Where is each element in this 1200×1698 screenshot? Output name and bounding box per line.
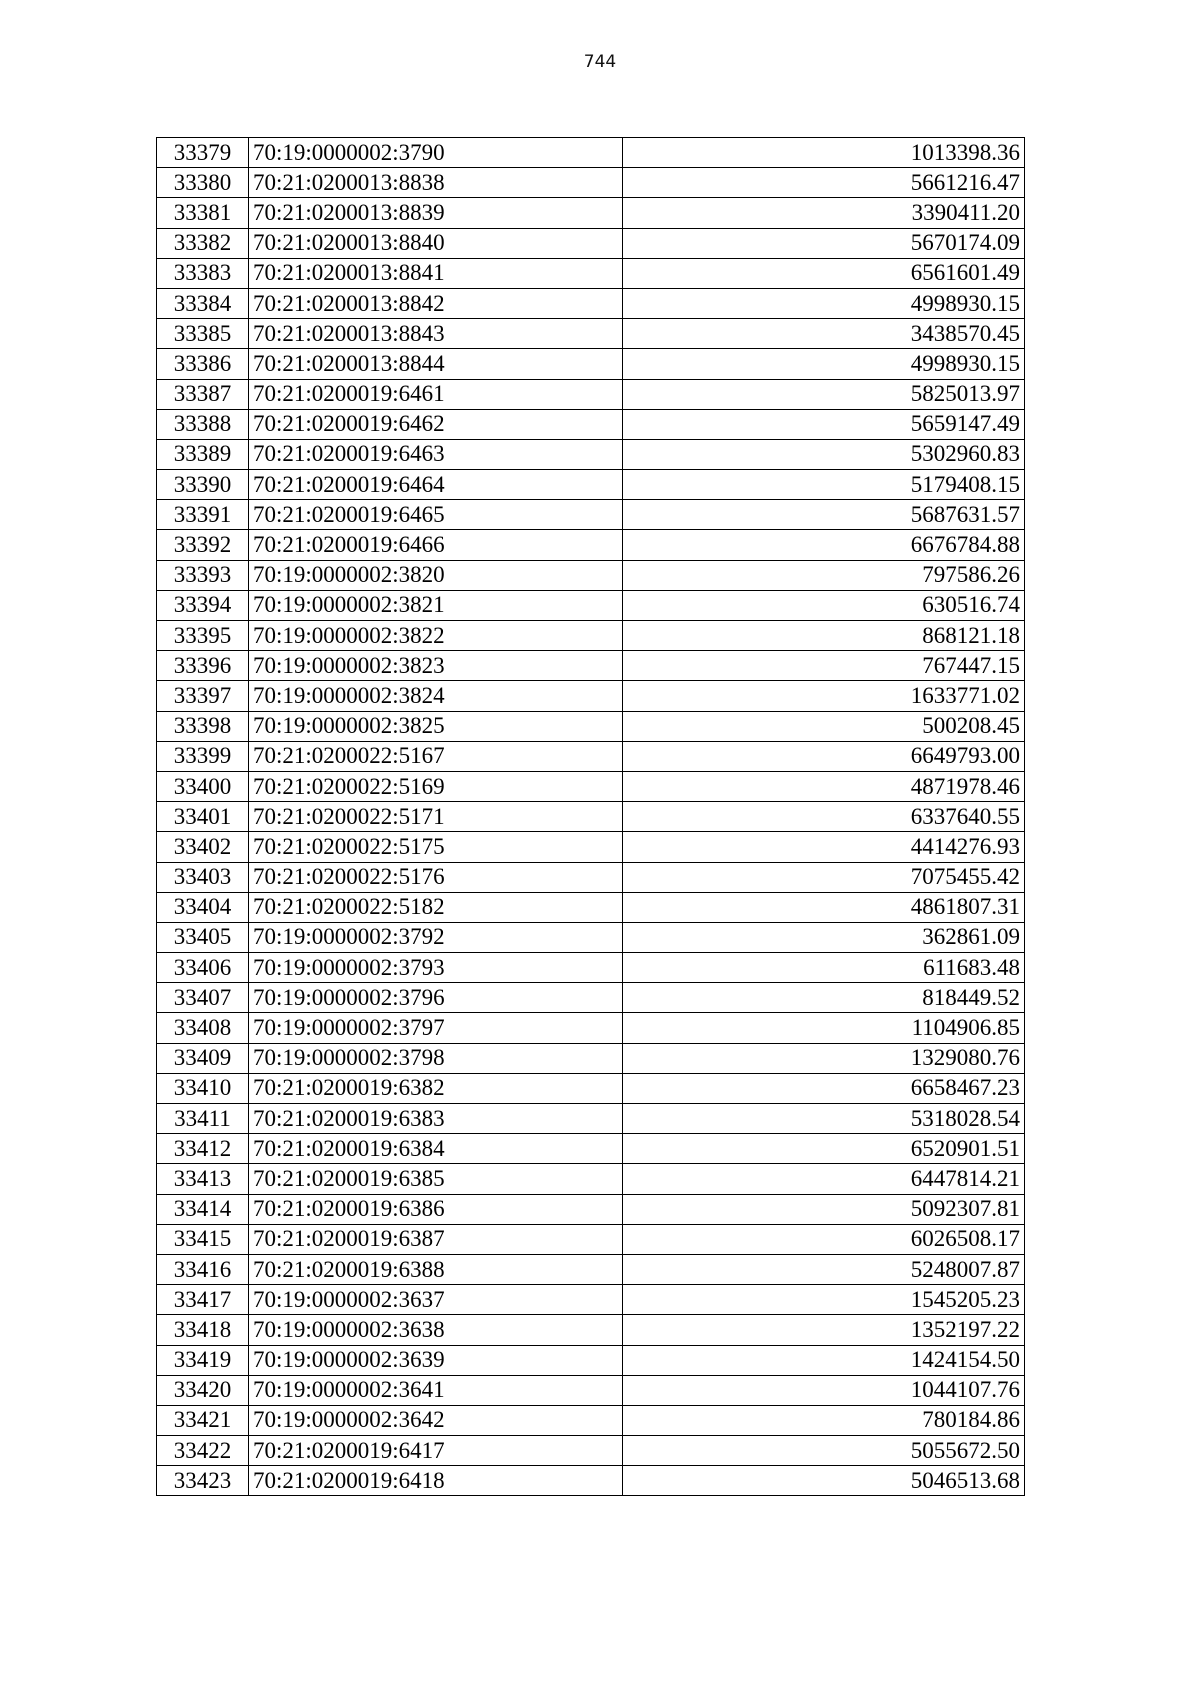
row-number-cell: 33414 (157, 1194, 249, 1224)
cadastral-number-cell: 70:21:0200019:6461 (248, 379, 622, 409)
value-cell: 5092307.81 (622, 1194, 1024, 1224)
cadastral-number-cell: 70:21:0200022:5182 (248, 892, 622, 922)
value-cell: 3438570.45 (622, 319, 1024, 349)
value-cell: 1352197.22 (622, 1315, 1024, 1345)
value-cell: 6447814.21 (622, 1164, 1024, 1194)
table-row (157, 379, 1025, 409)
table-row (157, 258, 1025, 288)
table-row (157, 983, 1025, 1013)
table-row (157, 771, 1025, 801)
value-cell: 797586.26 (622, 560, 1024, 590)
cadastral-number-cell: 70:19:0000002:3639 (248, 1345, 622, 1375)
row-number-cell: 33407 (157, 983, 249, 1013)
row-number-cell: 33391 (157, 500, 249, 530)
row-number-cell: 33387 (157, 379, 249, 409)
row-number-cell: 33384 (157, 288, 249, 318)
value-cell: 818449.52 (622, 983, 1024, 1013)
row-number-cell: 33423 (157, 1466, 249, 1496)
value-cell: 4871978.46 (622, 771, 1024, 801)
row-number-cell: 33380 (157, 168, 249, 198)
table-row (157, 138, 1025, 168)
value-cell: 5670174.09 (622, 228, 1024, 258)
cadastral-number-cell: 70:21:0200019:6385 (248, 1164, 622, 1194)
row-number-cell: 33419 (157, 1345, 249, 1375)
table-row (157, 470, 1025, 500)
row-number-cell: 33400 (157, 771, 249, 801)
row-number-cell: 33379 (157, 138, 249, 168)
row-number-cell: 33410 (157, 1073, 249, 1103)
table-row (157, 1315, 1025, 1345)
value-cell: 1013398.36 (622, 138, 1024, 168)
table-row (157, 500, 1025, 530)
row-number-cell: 33383 (157, 258, 249, 288)
cadastral-number-cell: 70:19:0000002:3642 (248, 1405, 622, 1435)
row-number-cell: 33386 (157, 349, 249, 379)
row-number-cell: 33422 (157, 1436, 249, 1466)
table-row (157, 288, 1025, 318)
value-cell: 611683.48 (622, 953, 1024, 983)
table-row (157, 1405, 1025, 1435)
row-number-cell: 33395 (157, 621, 249, 651)
row-number-cell: 33385 (157, 319, 249, 349)
table-row (157, 1013, 1025, 1043)
row-number-cell: 33409 (157, 1043, 249, 1073)
row-number-cell: 33381 (157, 198, 249, 228)
cadastral-number-cell: 70:21:0200013:8844 (248, 349, 622, 379)
table-row (157, 862, 1025, 892)
value-cell: 4998930.15 (622, 288, 1024, 318)
value-cell: 868121.18 (622, 621, 1024, 651)
row-number-cell: 33408 (157, 1013, 249, 1043)
table-row (157, 590, 1025, 620)
row-number-cell: 33399 (157, 741, 249, 771)
row-number-cell: 33404 (157, 892, 249, 922)
cadastral-number-cell: 70:19:0000002:3797 (248, 1013, 622, 1043)
row-number-cell: 33405 (157, 922, 249, 952)
row-number-cell: 33420 (157, 1375, 249, 1405)
table-row (157, 198, 1025, 228)
row-number-cell: 33406 (157, 953, 249, 983)
cadastral-number-cell: 70:21:0200019:6465 (248, 500, 622, 530)
row-number-cell: 33416 (157, 1254, 249, 1284)
table-row (157, 1285, 1025, 1315)
row-number-cell: 33389 (157, 439, 249, 469)
table-row (157, 651, 1025, 681)
table-row (157, 1134, 1025, 1164)
value-cell: 3390411.20 (622, 198, 1024, 228)
row-number-cell: 33418 (157, 1315, 249, 1345)
row-number-cell: 33411 (157, 1104, 249, 1134)
table-row (157, 953, 1025, 983)
value-cell: 500208.45 (622, 711, 1024, 741)
table-row (157, 560, 1025, 590)
cadastral-number-cell: 70:21:0200022:5175 (248, 832, 622, 862)
table-row (157, 621, 1025, 651)
cadastral-number-cell: 70:21:0200019:6417 (248, 1436, 622, 1466)
cadastral-number-cell: 70:19:0000002:3796 (248, 983, 622, 1013)
row-number-cell: 33392 (157, 530, 249, 560)
table-row (157, 530, 1025, 560)
table-row (157, 741, 1025, 771)
cadastral-value-table (156, 137, 1025, 1496)
table-row (157, 1164, 1025, 1194)
value-cell: 1104906.85 (622, 1013, 1024, 1043)
cadastral-number-cell: 70:21:0200019:6384 (248, 1134, 622, 1164)
table-row (157, 681, 1025, 711)
cadastral-number-cell: 70:21:0200022:5169 (248, 771, 622, 801)
cadastral-number-cell: 70:21:0200013:8838 (248, 168, 622, 198)
value-cell: 5687631.57 (622, 500, 1024, 530)
cadastral-number-cell: 70:19:0000002:3641 (248, 1375, 622, 1405)
value-cell: 5302960.83 (622, 439, 1024, 469)
table-row (157, 228, 1025, 258)
cadastral-number-cell: 70:19:0000002:3820 (248, 560, 622, 590)
cadastral-number-cell: 70:21:0200022:5171 (248, 802, 622, 832)
cadastral-number-cell: 70:19:0000002:3825 (248, 711, 622, 741)
row-number-cell: 33403 (157, 862, 249, 892)
cadastral-number-cell: 70:21:0200019:6418 (248, 1466, 622, 1496)
table-row (157, 1073, 1025, 1103)
row-number-cell: 33421 (157, 1405, 249, 1435)
row-number-cell: 33396 (157, 651, 249, 681)
page-number: 744 (583, 52, 617, 72)
table-row (157, 832, 1025, 862)
table-row (157, 349, 1025, 379)
cadastral-number-cell: 70:21:0200019:6463 (248, 439, 622, 469)
value-cell: 780184.86 (622, 1405, 1024, 1435)
value-cell: 5661216.47 (622, 168, 1024, 198)
table-row (157, 1224, 1025, 1254)
cadastral-number-cell: 70:19:0000002:3637 (248, 1285, 622, 1315)
row-number-cell: 33402 (157, 832, 249, 862)
row-number-cell: 33394 (157, 590, 249, 620)
row-number-cell: 33412 (157, 1134, 249, 1164)
row-number-cell: 33390 (157, 470, 249, 500)
value-cell: 6658467.23 (622, 1073, 1024, 1103)
cadastral-number-cell: 70:21:0200013:8842 (248, 288, 622, 318)
value-cell: 630516.74 (622, 590, 1024, 620)
cadastral-number-cell: 70:21:0200019:6462 (248, 409, 622, 439)
value-cell: 5046513.68 (622, 1466, 1024, 1496)
value-cell: 4861807.31 (622, 892, 1024, 922)
value-cell: 6649793.00 (622, 741, 1024, 771)
value-cell: 1329080.76 (622, 1043, 1024, 1073)
value-cell: 1545205.23 (622, 1285, 1024, 1315)
value-cell: 767447.15 (622, 651, 1024, 681)
row-number-cell: 33398 (157, 711, 249, 741)
cadastral-number-cell: 70:21:0200013:8841 (248, 258, 622, 288)
table-row (157, 1466, 1025, 1496)
value-cell: 5825013.97 (622, 379, 1024, 409)
row-number-cell: 33393 (157, 560, 249, 590)
table-row (157, 319, 1025, 349)
table-row (157, 711, 1025, 741)
table-row (157, 1345, 1025, 1375)
row-number-cell: 33413 (157, 1164, 249, 1194)
value-cell: 6026508.17 (622, 1224, 1024, 1254)
value-cell: 5055672.50 (622, 1436, 1024, 1466)
value-cell: 1044107.76 (622, 1375, 1024, 1405)
value-cell: 7075455.42 (622, 862, 1024, 892)
table-body (157, 138, 1025, 1496)
cadastral-number-cell: 70:19:0000002:3638 (248, 1315, 622, 1345)
value-cell: 5659147.49 (622, 409, 1024, 439)
cadastral-number-cell: 70:19:0000002:3824 (248, 681, 622, 711)
value-cell: 5248007.87 (622, 1254, 1024, 1284)
table-row (157, 1254, 1025, 1284)
table-row (157, 1375, 1025, 1405)
value-cell: 1424154.50 (622, 1345, 1024, 1375)
cadastral-number-cell: 70:19:0000002:3798 (248, 1043, 622, 1073)
value-cell: 4414276.93 (622, 832, 1024, 862)
cadastral-number-cell: 70:21:0200019:6387 (248, 1224, 622, 1254)
cadastral-number-cell: 70:19:0000002:3822 (248, 621, 622, 651)
table-row (157, 168, 1025, 198)
value-cell: 5318028.54 (622, 1104, 1024, 1134)
cadastral-number-cell: 70:21:0200013:8840 (248, 228, 622, 258)
table-row (157, 1436, 1025, 1466)
cadastral-number-cell: 70:19:0000002:3792 (248, 922, 622, 952)
cadastral-number-cell: 70:21:0200019:6388 (248, 1254, 622, 1284)
table-row (157, 1104, 1025, 1134)
cadastral-number-cell: 70:19:0000002:3790 (248, 138, 622, 168)
value-cell: 6337640.55 (622, 802, 1024, 832)
table-row (157, 802, 1025, 832)
cadastral-number-cell: 70:19:0000002:3793 (248, 953, 622, 983)
table-row (157, 439, 1025, 469)
table-row (157, 1043, 1025, 1073)
cadastral-number-cell: 70:19:0000002:3823 (248, 651, 622, 681)
table-row (157, 892, 1025, 922)
row-number-cell: 33401 (157, 802, 249, 832)
cadastral-number-cell: 70:21:0200019:6382 (248, 1073, 622, 1103)
cadastral-number-cell: 70:19:0000002:3821 (248, 590, 622, 620)
value-cell: 362861.09 (622, 922, 1024, 952)
row-number-cell: 33397 (157, 681, 249, 711)
value-cell: 6676784.88 (622, 530, 1024, 560)
table-row (157, 1194, 1025, 1224)
cadastral-number-cell: 70:21:0200019:6386 (248, 1194, 622, 1224)
cadastral-number-cell: 70:21:0200019:6464 (248, 470, 622, 500)
cadastral-number-cell: 70:21:0200022:5167 (248, 741, 622, 771)
value-cell: 6520901.51 (622, 1134, 1024, 1164)
row-number-cell: 33415 (157, 1224, 249, 1254)
cadastral-number-cell: 70:21:0200022:5176 (248, 862, 622, 892)
cadastral-number-cell: 70:21:0200019:6383 (248, 1104, 622, 1134)
row-number-cell: 33417 (157, 1285, 249, 1315)
row-number-cell: 33382 (157, 228, 249, 258)
cadastral-number-cell: 70:21:0200013:8839 (248, 198, 622, 228)
table-row (157, 922, 1025, 952)
cadastral-number-cell: 70:21:0200019:6466 (248, 530, 622, 560)
value-cell: 1633771.02 (622, 681, 1024, 711)
row-number-cell: 33388 (157, 409, 249, 439)
value-cell: 4998930.15 (622, 349, 1024, 379)
value-cell: 6561601.49 (622, 258, 1024, 288)
value-cell: 5179408.15 (622, 470, 1024, 500)
table-row (157, 409, 1025, 439)
cadastral-number-cell: 70:21:0200013:8843 (248, 319, 622, 349)
